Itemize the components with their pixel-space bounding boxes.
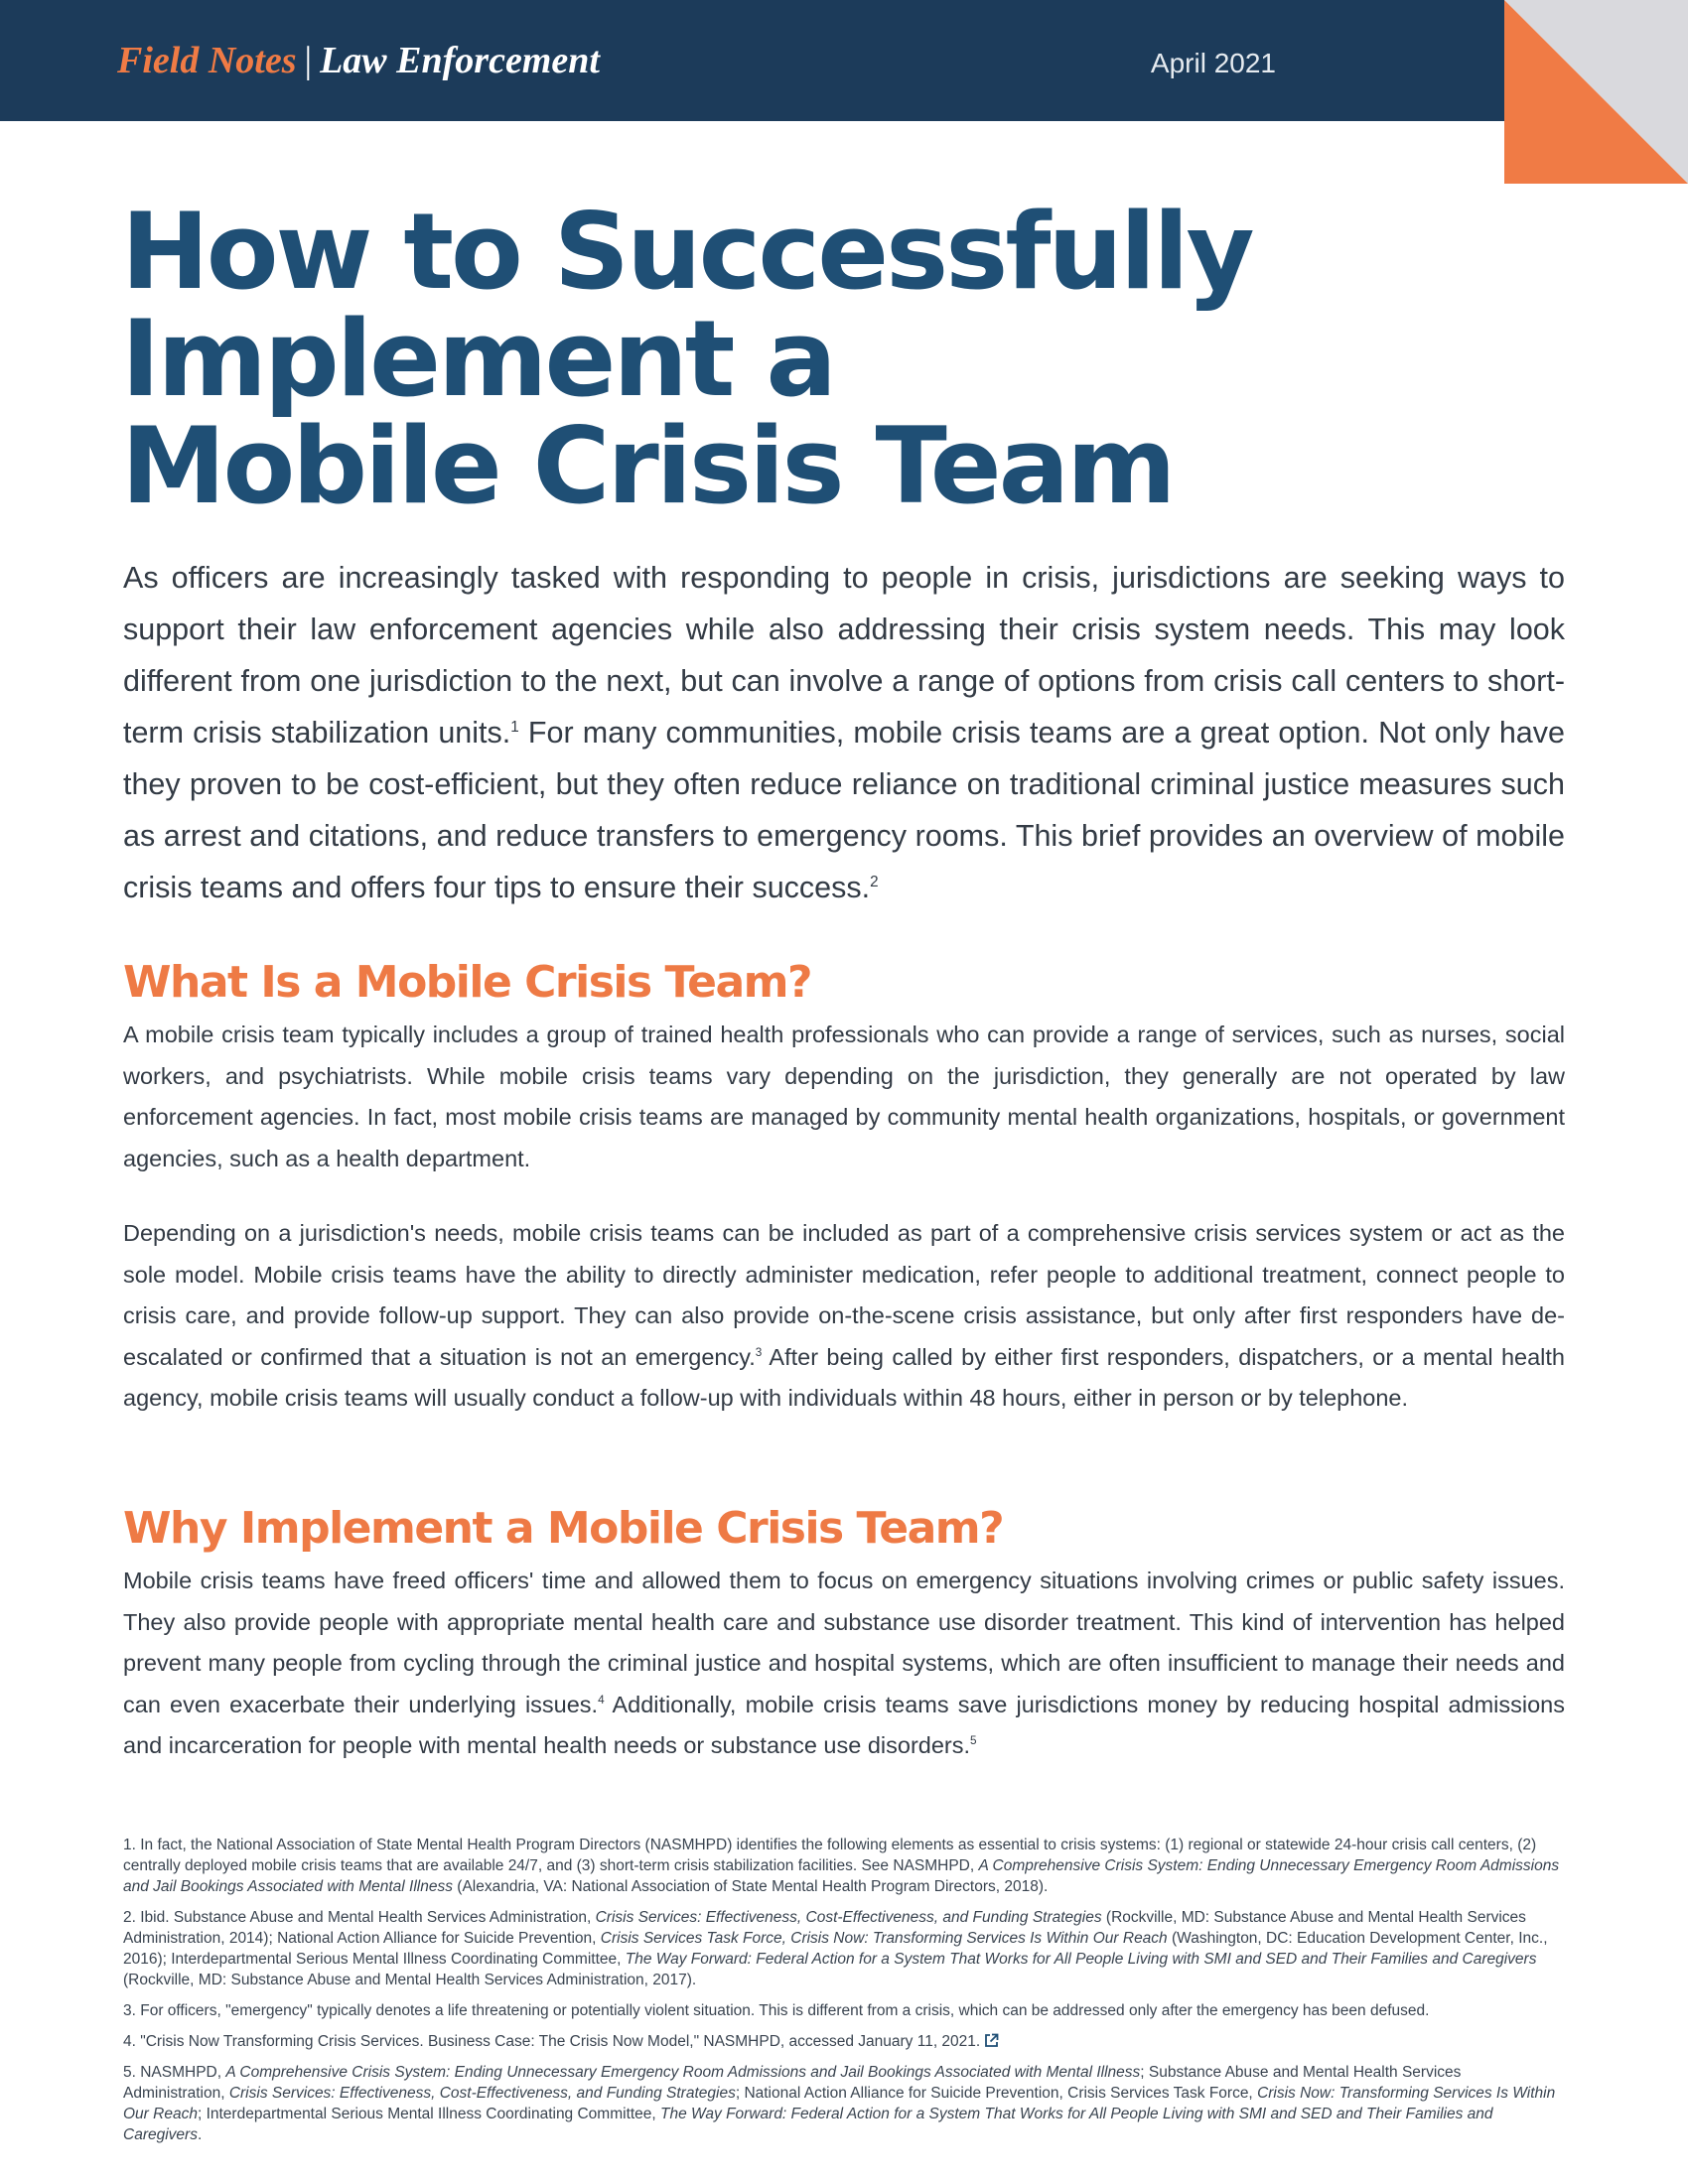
footnote-5-title-1: A Comprehensive Crisis System: Ending Unnecessary Emergency Room Admissions and Jail Bookings Associated with Mental Illness — [225, 2064, 1141, 2081]
footnote-1 — [123, 1835, 1563, 1897]
footnote-5-text-e: . — [197, 2126, 203, 2143]
footnote-ref-3: 3 — [755, 1345, 763, 1359]
title-line-3: Mobile Crisis Team — [121, 405, 1174, 527]
footnote-5-title-4: The Way Forward: Federal Action for a System That Works for All People Living with SMI and SED and Their Families and Caregivers — [123, 2106, 1493, 2143]
footnote-2-text-c: (Washington, DC: Education Development Center, Inc., 2016); Interdepartmental Serious Mental Illness Coordinating Committee, — [123, 1930, 1548, 1968]
brand-separator: | — [304, 40, 313, 81]
external-link-icon[interactable] — [984, 2033, 999, 2048]
brand-field-notes: Field Notes — [117, 40, 297, 81]
footnote-4-text: 4. "Crisis Now Transforming Crisis Services. Business Case: The Crisis Now Model," NASMHPD, accessed January 11, 2021. — [123, 2033, 981, 2050]
footnote-5-title-3: Crisis Now: Transforming Services Is Within Our Reach — [123, 2085, 1556, 2122]
footnote-5 — [123, 2062, 1563, 2145]
footnote-ref-2: 2 — [870, 873, 879, 890]
footnote-2-title-1: Crisis Services: Effectiveness, Cost-Effectiveness, and Funding Strategies — [595, 1909, 1102, 1926]
intro-paragraph — [123, 552, 1565, 913]
footnote-5-text-a: 5. NASMHPD, — [123, 2064, 226, 2081]
publication-date: April 2021 — [1150, 48, 1276, 78]
section2-text-2: Additionally, mobile crisis teams save jurisdictions money by reducing hospital admissions and incarceration for people with mental health needs or substance use disorders. — [123, 1691, 1565, 1758]
footnotes — [123, 1835, 1563, 2155]
section1-paragraph-2 — [123, 1213, 1565, 1420]
footnote-2-text-a: 2. Ibid. Substance Abuse and Mental Health Services Administration, — [123, 1909, 596, 1926]
section-heading-why-implement: Why Implement a Mobile Crisis Team? — [123, 1503, 1004, 1554]
footnote-ref-1: 1 — [510, 718, 519, 736]
intro-text-2: For many communities, mobile crisis teams are a great option. Not only have they proven to be cost-efficient, but they often reduce reliance on traditional criminal justice measures such as arrest and citations, and reduce transfers to emergency rooms. This brief provides an overview of mobile crisis teams and offers four tips to ensure their success. — [123, 716, 1565, 904]
section1-paragraph-1: A mobile crisis team typically includes a group of trained health professionals who can provide a range of services, such as nurses, social workers, and psychiatrists. While mobile crisis teams vary depending on the jurisdiction, they generally are not operated by law enforcement agencies. In fact, most mobile crisis teams are managed by community mental health organizations, hospitals, or government agencies, such as a health department. — [123, 1022, 1565, 1171]
title-line-2: Implement a — [121, 298, 834, 420]
footnote-5-text-c: ; National Action Alliance for Suicide Prevention, Crisis Services Task Force, — [735, 2085, 1258, 2102]
title-line-1: How to Successfully — [121, 191, 1252, 313]
corner-triangle-decoration — [1504, 0, 1688, 184]
footnote-4 — [123, 2031, 1563, 2052]
header-band — [0, 0, 1504, 121]
intro-text-1: As officers are increasingly tasked with responding to people in crisis, jurisdictions are seeking ways to support their law enforcement agencies while also addressing their crisis system needs. This may look different from one jurisdiction to the next, but can involve a range of options from crisis call centers to short-term crisis stabilization units. — [123, 561, 1565, 750]
footnote-1-source: (Alexandria, VA: National Association of State Mental Health Program Directors, 2018). — [453, 1878, 1049, 1895]
footnote-3: 3. For officers, "emergency" typically denotes a life threatening or potentially violent situation. This is different from a crisis, which can be addressed only after the emergency has been defused. — [123, 2002, 1430, 2019]
publication-brand — [117, 36, 600, 85]
section-heading-what-is: What Is a Mobile Crisis Team? — [123, 957, 812, 1008]
footnote-2-title-3: The Way Forward: Federal Action for a System That Works for All People Living with SMI and SED and Their Families and Caregivers — [625, 1951, 1537, 1968]
footnote-2-text-b: (Rockville, MD: Substance Abuse and Mental Health Services Administration, 2014); National Action Alliance for Suicide Prevention, — [123, 1909, 1526, 1947]
footnote-ref-5: 5 — [970, 1734, 977, 1748]
footnote-2 — [123, 1907, 1563, 1990]
footnote-ref-4: 4 — [598, 1693, 605, 1706]
page-title — [121, 191, 1491, 527]
footnote-1-text: 1. In fact, the National Association of State Mental Health Program Directors (NASMHPD) identifies the following elements as essential to crisis systems: (1) regional or statewide 24-hour crisis call centers, (2) centrally deployed mobile crisis teams that are available 24/7, and (3) short-term crisis stabilization facilities. See NASMHPD, — [123, 1837, 1537, 1874]
footnote-5-text-d: ; Interdepartmental Serious Mental Illness Coordinating Committee, — [197, 2106, 661, 2122]
brand-law-enforcement: Law Enforcement — [320, 40, 600, 81]
footnote-1-title: A Comprehensive Crisis System: Ending Unnecessary Emergency Room Admissions and Jail Bookings Associated with Mental Illness — [123, 1857, 1560, 1895]
section2-paragraph — [123, 1561, 1565, 1767]
footnote-5-title-2: Crisis Services: Effectiveness, Cost-Effectiveness, and Funding Strategies — [228, 2085, 736, 2102]
section1-para2-text-2: After being called by either first responders, dispatchers, or a mental health agency, mobile crisis teams will usually conduct a follow-up with individuals within 48 hours, either in person or by telephone. — [123, 1343, 1565, 1411]
footnote-5-text-b: ; Substance Abuse and Mental Health Services Administration, — [123, 2064, 1462, 2102]
footnote-2-text-d: (Rockville, MD: Substance Abuse and Mental Health Services Administration, 2017). — [123, 1972, 697, 1988]
footnote-2-title-2: Crisis Services Task Force, Crisis Now: Transforming Services Is Within Our Reach — [600, 1930, 1168, 1947]
section1-para2-text-1: Depending on a jurisdiction's needs, mobile crisis teams can be included as part of a comprehensive crisis services system or act as the sole model. Mobile crisis teams have the ability to directly administer medication, refer people to additional treatment, connect people to crisis care, and provide follow-up support. They can also provide on-the-scene crisis assistance, but only after first responders have de-escalated or confirmed that a situation is not an emergency. — [123, 1220, 1565, 1370]
section2-text-1: Mobile crisis teams have freed officers' time and allowed them to focus on emergency situations involving crimes or public safety issues. They also provide people with appropriate mental health care and substance use disorder treatment. This kind of intervention has helped prevent many people from cycling through the criminal justice and hospital systems, which are often insufficient to manage their needs and can even exacerbate their underlying issues. — [123, 1568, 1565, 1717]
